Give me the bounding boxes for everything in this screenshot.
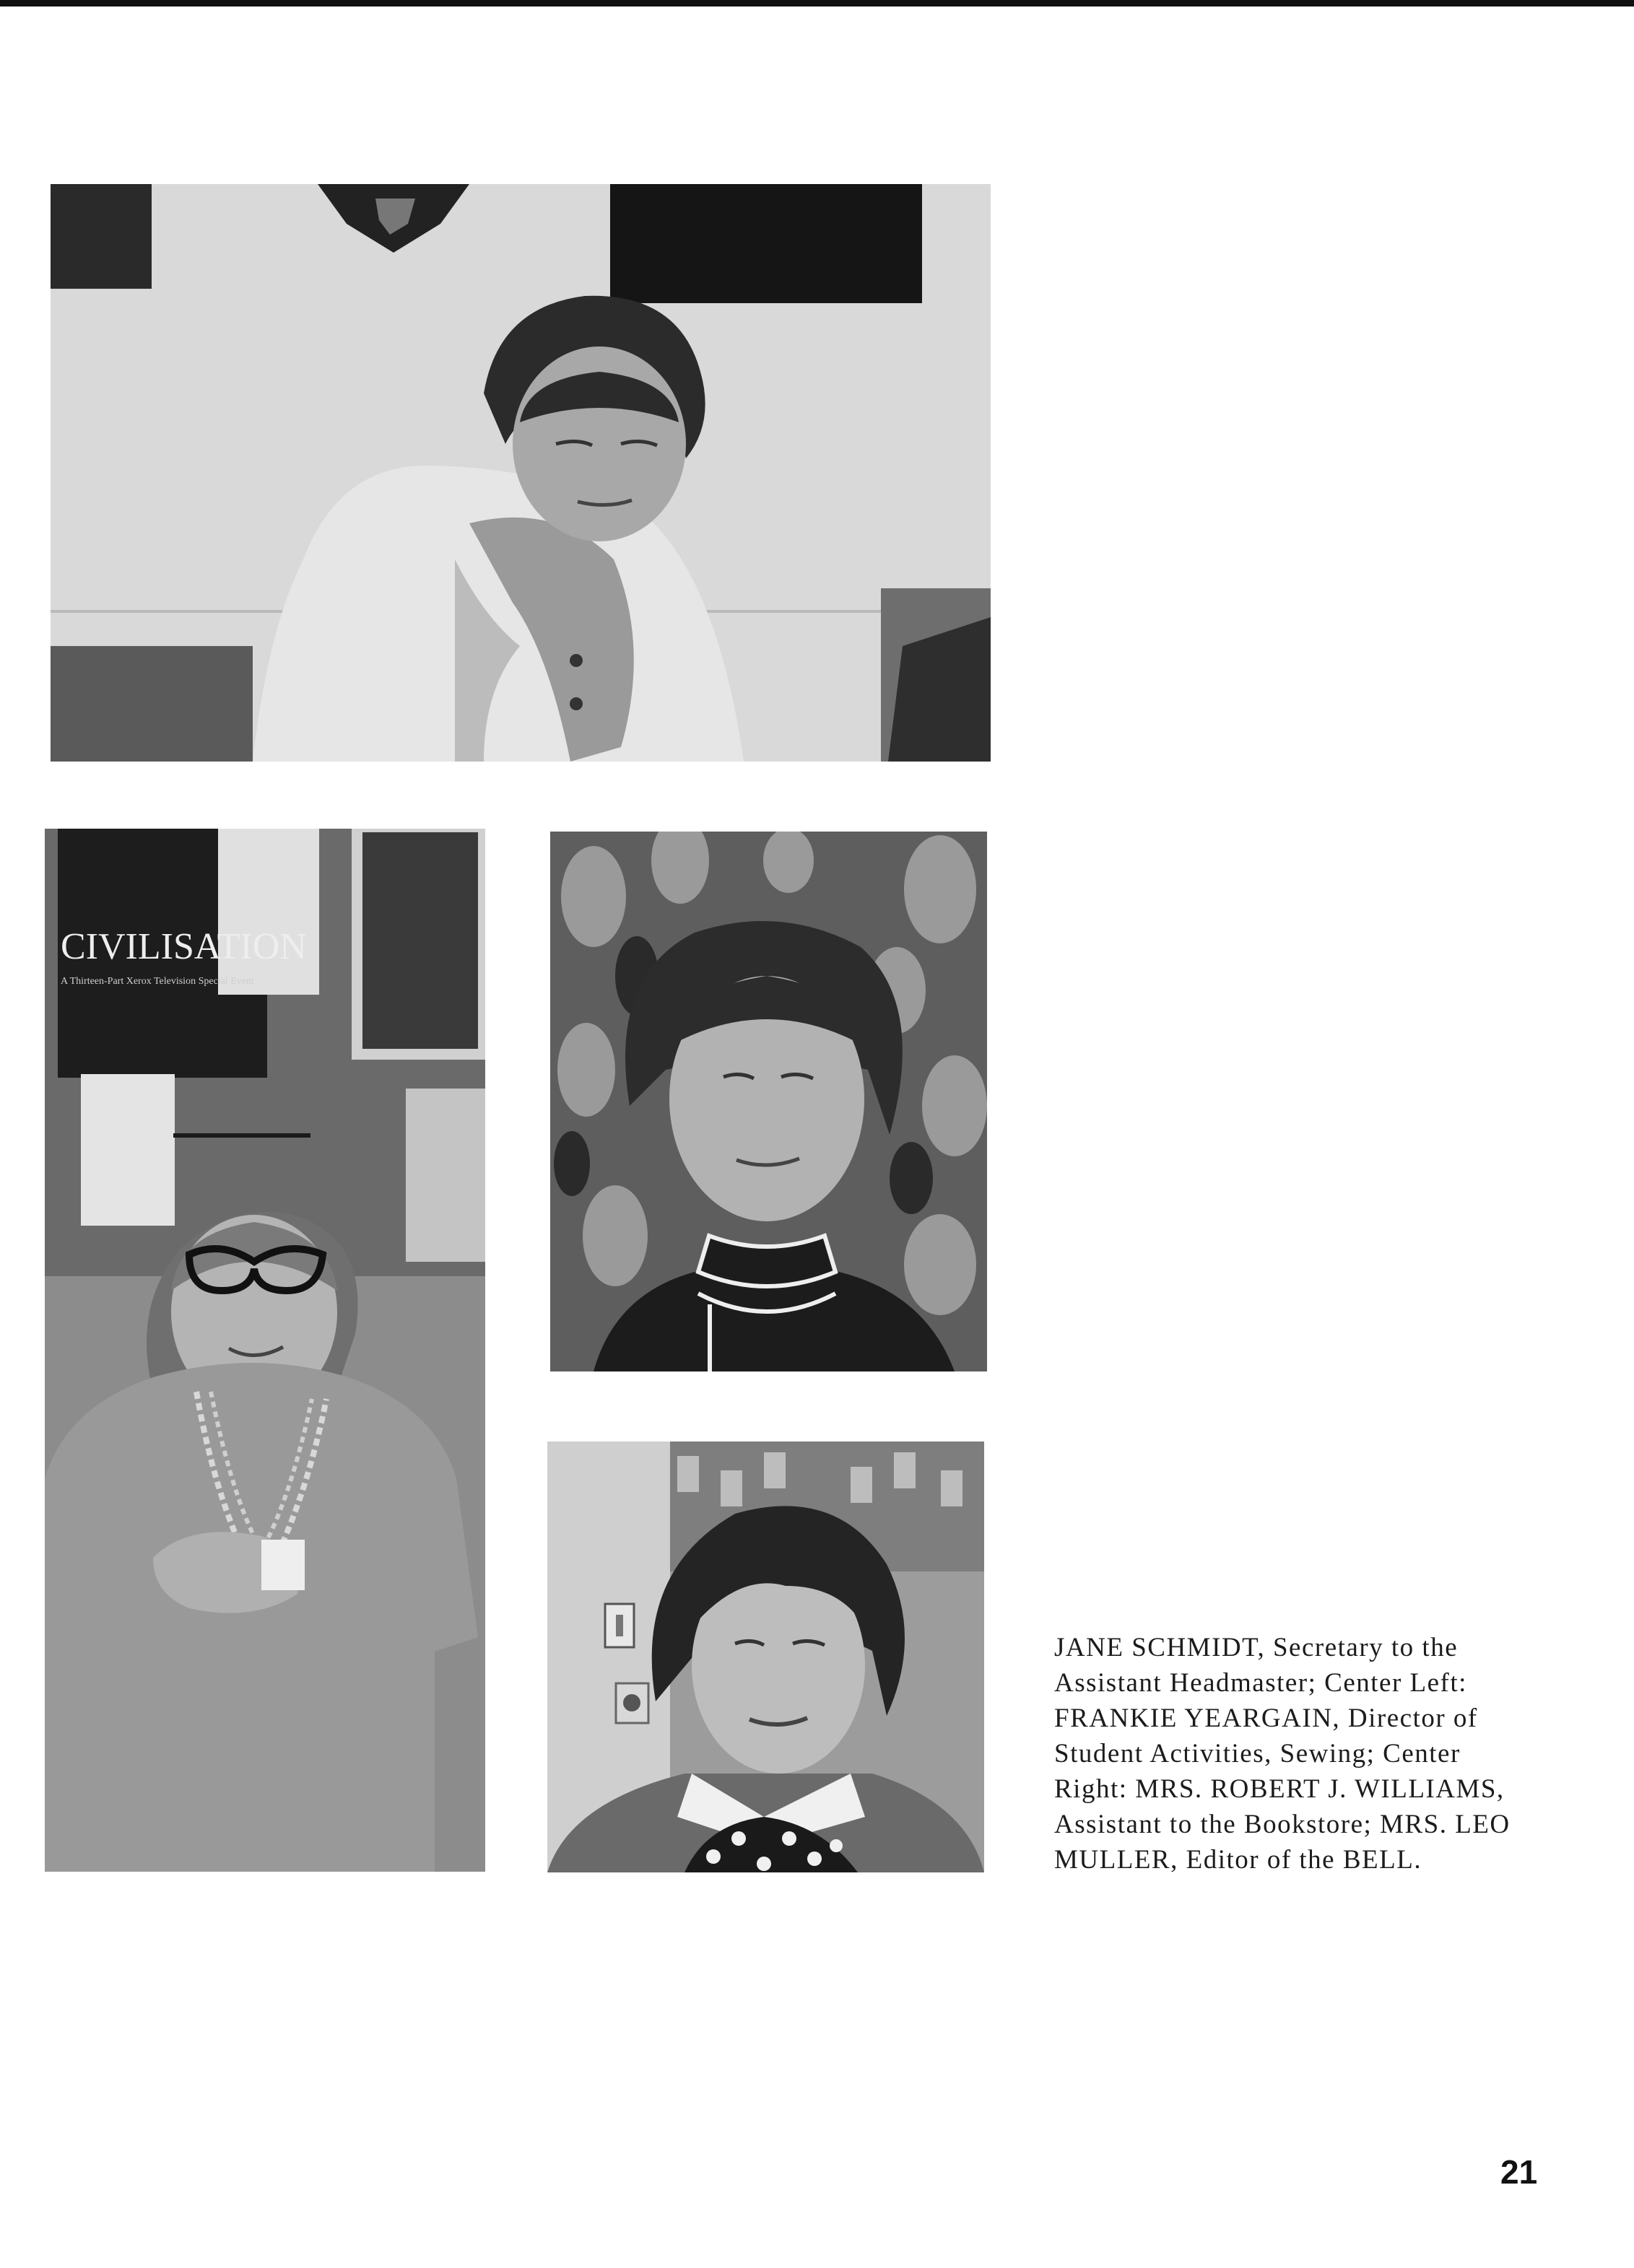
poster-civilisation-subtitle: A Thirteen-Part Xerox Television Special Event: [61, 976, 254, 987]
page-number: 21: [1500, 2153, 1538, 2191]
photo-mrs-leo-muller: [547, 1442, 984, 1872]
photo-center-right-drawing: [550, 832, 987, 1371]
photo-bottom-right-drawing: [547, 1442, 984, 1872]
page-top-border: [0, 0, 1634, 6]
poster-civilisation-title: CIVILISATION: [61, 926, 307, 967]
photo-center-left-drawing: [45, 829, 485, 1872]
photo-mrs-robert-j-williams: [550, 832, 987, 1371]
photo-caption: JANE SCHMIDT, Secretary to the Assistant Headmaster; Center Left: FRANKIE YEARGAIN, Director of Student Activities, Sewing; Center Right: MRS. ROBERT J. WILLIAMS, Assistant to the Bookstore; MRS. LEO MULLER, Editor of the BELL.: [1054, 1633, 1511, 1875]
photo-frankie-yeargain: [45, 829, 485, 1872]
photo-jane-schmidt: [51, 184, 991, 762]
photo-top-drawing: [51, 184, 991, 762]
